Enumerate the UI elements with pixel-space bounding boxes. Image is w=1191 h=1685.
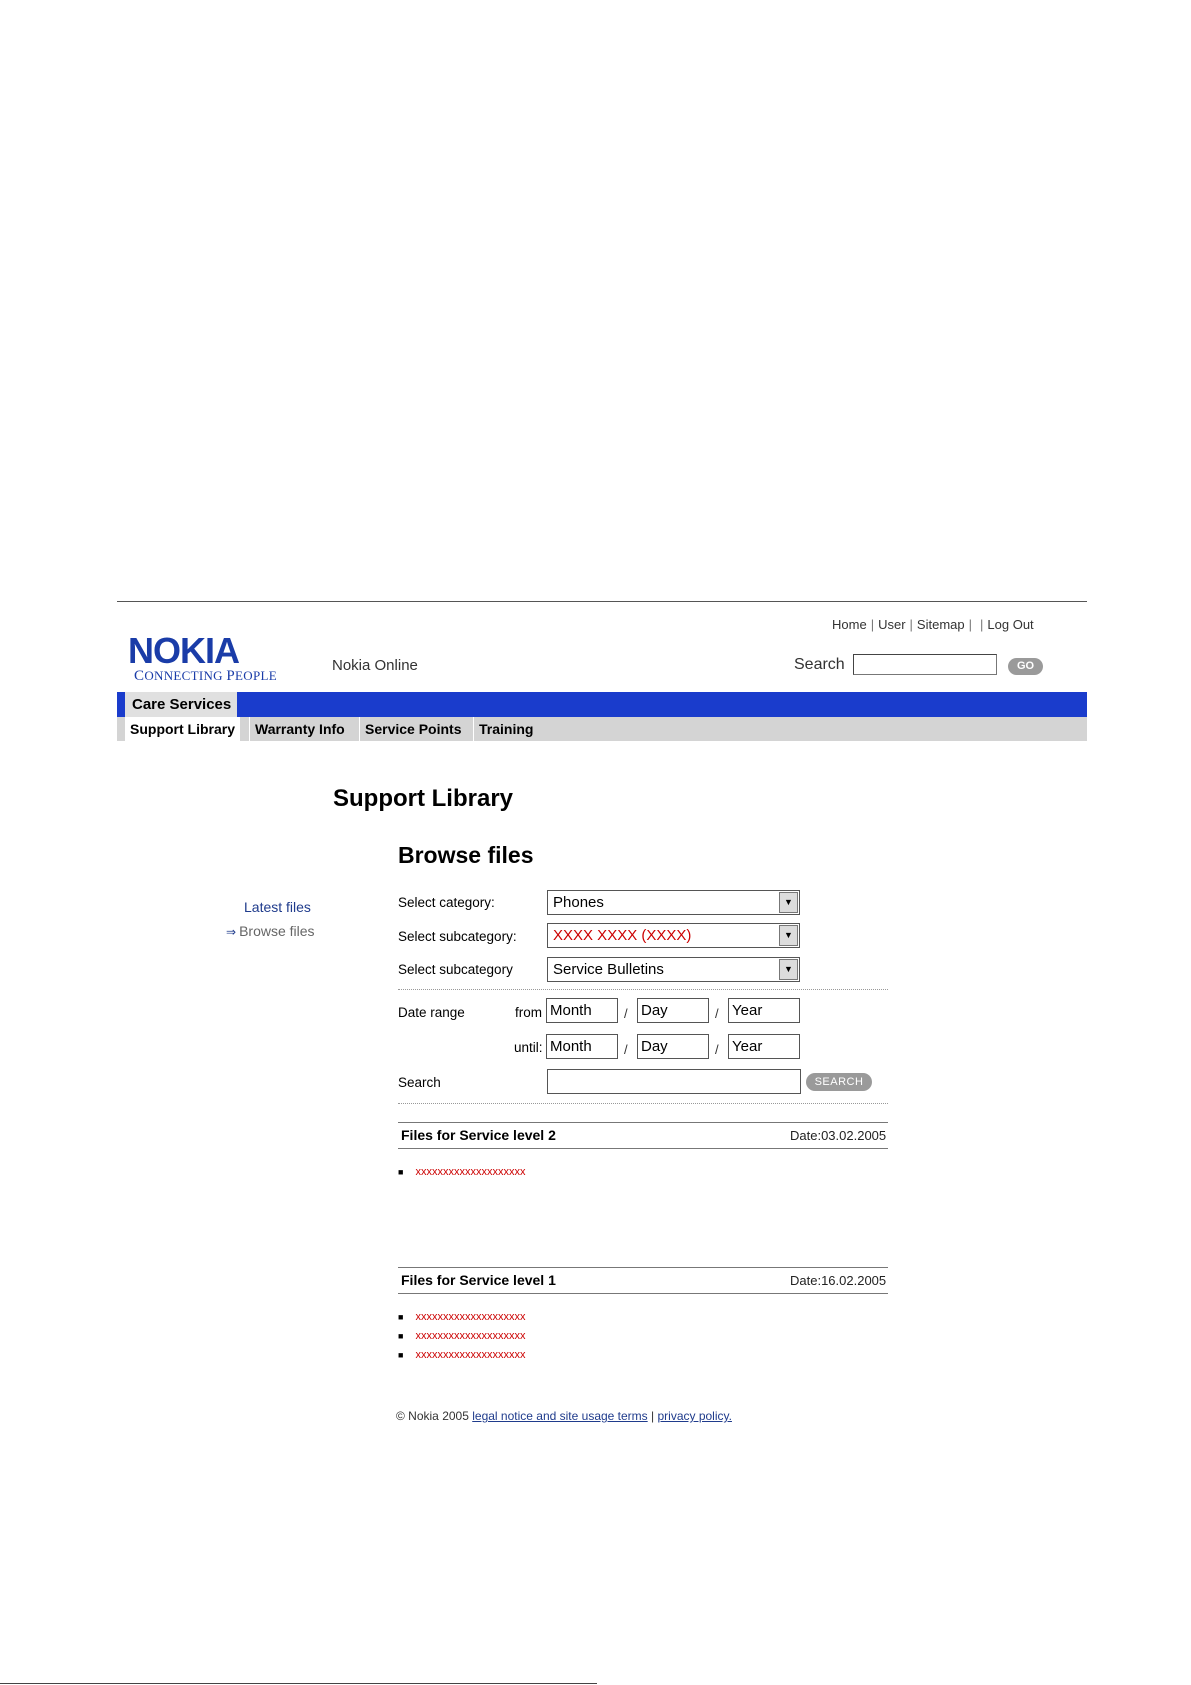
page-title: Support Library: [333, 785, 514, 812]
file-link[interactable]: xxxxxxxxxxxxxxxxxxxx: [415, 1330, 526, 1342]
nokia-logo[interactable]: NOKIA: [128, 630, 239, 671]
header-search-input[interactable]: [853, 654, 997, 675]
list-item: [398, 1162, 525, 1180]
file-link[interactable]: xxxxxxxxxxxxxxxxxxxx: [415, 1311, 526, 1323]
date-range-label: Date range: [398, 1005, 465, 1020]
sitemap-link[interactable]: Sitemap: [916, 617, 965, 632]
bullet-icon: ■: [398, 1312, 404, 1322]
divider: [398, 1122, 888, 1123]
search-button[interactable]: SEARCH: [806, 1073, 872, 1091]
file-link[interactable]: xxxxxxxxxxxxxxxxxxxx: [415, 1349, 526, 1361]
top-divider: [117, 601, 1087, 602]
from-year-input[interactable]: Year: [728, 998, 800, 1023]
until-day-input[interactable]: Day: [637, 1034, 709, 1059]
logo-tagline: CONNECTING PEOPLE: [134, 668, 277, 684]
files-section-date: Date:03.02.2005: [790, 1128, 887, 1143]
divider: [398, 1293, 888, 1294]
until-label: until:: [514, 1040, 543, 1055]
main-nav-bar: [117, 692, 1087, 717]
tab-service-points[interactable]: Service Points: [359, 717, 467, 741]
list-item: [398, 1326, 525, 1344]
sidebar-item-latest-files[interactable]: Latest files: [244, 899, 311, 915]
header-search-label: Search: [794, 656, 845, 673]
tab-care-services[interactable]: Care Services: [125, 692, 237, 717]
file-link[interactable]: xxxxxxxxxxxxxxxxxxxx: [415, 1166, 526, 1178]
chevron-down-icon[interactable]: ▼: [779, 892, 798, 913]
bullet-icon: ■: [398, 1167, 404, 1177]
until-year-input[interactable]: Year: [728, 1034, 800, 1059]
tab-warranty-info[interactable]: Warranty Info: [249, 717, 350, 741]
subcategory-label: Select subcategory:: [398, 929, 517, 944]
site-name: Nokia Online: [332, 657, 418, 674]
subcategory2-label: Select subcategory: [398, 962, 513, 977]
footer: © Nokia 2005 legal notice and site usage terms | privacy policy.: [396, 1409, 732, 1423]
arrow-right-icon: ⇒: [226, 925, 237, 939]
from-month-input[interactable]: Month: [546, 998, 618, 1023]
file-search-input[interactable]: [547, 1069, 801, 1094]
logout-link[interactable]: Log Out: [987, 617, 1034, 632]
divider: [398, 1103, 888, 1104]
privacy-policy-link[interactable]: privacy policy.: [657, 1409, 732, 1423]
user-link[interactable]: User: [878, 617, 906, 632]
copyright: © Nokia 2005: [396, 1409, 469, 1423]
divider: [398, 1148, 888, 1149]
search-label: Search: [398, 1075, 441, 1090]
files-section-title: Files for Service level 2: [401, 1127, 556, 1143]
list-item: [398, 1307, 525, 1325]
files-section-title: Files for Service level 1: [401, 1272, 556, 1288]
category-label: Select category:: [398, 895, 495, 910]
sidebar-item-browse-files[interactable]: ⇒ Browse files: [226, 923, 315, 939]
subcategory2-select[interactable]: Service Bulletins ▼: [547, 957, 800, 982]
category-select[interactable]: Phones ▼: [547, 890, 800, 915]
page-divider: [0, 1683, 597, 1684]
until-month-input[interactable]: Month: [546, 1034, 618, 1059]
go-button[interactable]: GO: [1008, 658, 1043, 675]
list-item: [398, 1345, 525, 1363]
tab-support-library[interactable]: Support Library: [125, 717, 240, 741]
divider: [398, 989, 888, 990]
from-label: from: [515, 1005, 542, 1020]
section-title: Browse files: [398, 842, 534, 868]
home-link[interactable]: Home: [832, 617, 867, 632]
bullet-icon: ■: [398, 1331, 404, 1341]
tab-training[interactable]: Training: [473, 717, 538, 741]
divider: [398, 1267, 888, 1268]
from-day-input[interactable]: Day: [637, 998, 709, 1023]
chevron-down-icon[interactable]: ▼: [779, 925, 798, 946]
utility-nav: Home | User | Sitemap | | Log Out: [832, 617, 1034, 632]
subcategory-select[interactable]: XXXX XXXX (XXXX) ▼: [547, 923, 800, 948]
bullet-icon: ■: [398, 1350, 404, 1360]
legal-notice-link[interactable]: legal notice and site usage terms: [472, 1409, 648, 1423]
chevron-down-icon[interactable]: ▼: [779, 959, 798, 980]
files-section-date: Date:16.02.2005: [790, 1273, 887, 1288]
